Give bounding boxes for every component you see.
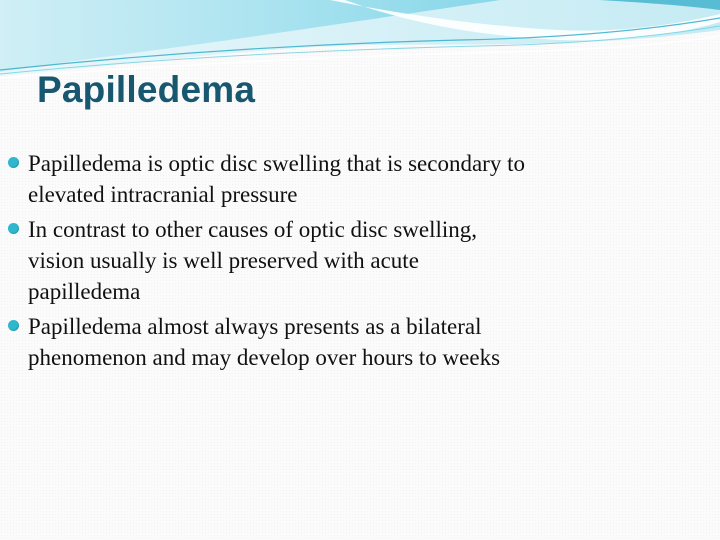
bullet-list: [8, 148, 668, 377]
bullet-dot-icon: [8, 223, 19, 234]
bullet-dot-icon: [8, 157, 19, 168]
bullet-text: In contrast to other causes of optic disc swelling, vision usually is well preserved with acute papilledema: [28, 217, 478, 304]
bullet-dot-icon: [8, 320, 19, 331]
bullet-text: Papilledema is optic disc swelling that is secondary to elevated intracranial pressure: [28, 151, 525, 207]
bullet-item: [8, 311, 668, 373]
bullet-item: [8, 148, 668, 210]
slide-title: Papilledema: [37, 69, 256, 110]
bullet-item: [8, 214, 668, 307]
bullet-text: Papilledema almost always presents as a bilateral phenomenon and may develop over hours to weeks: [28, 314, 501, 370]
